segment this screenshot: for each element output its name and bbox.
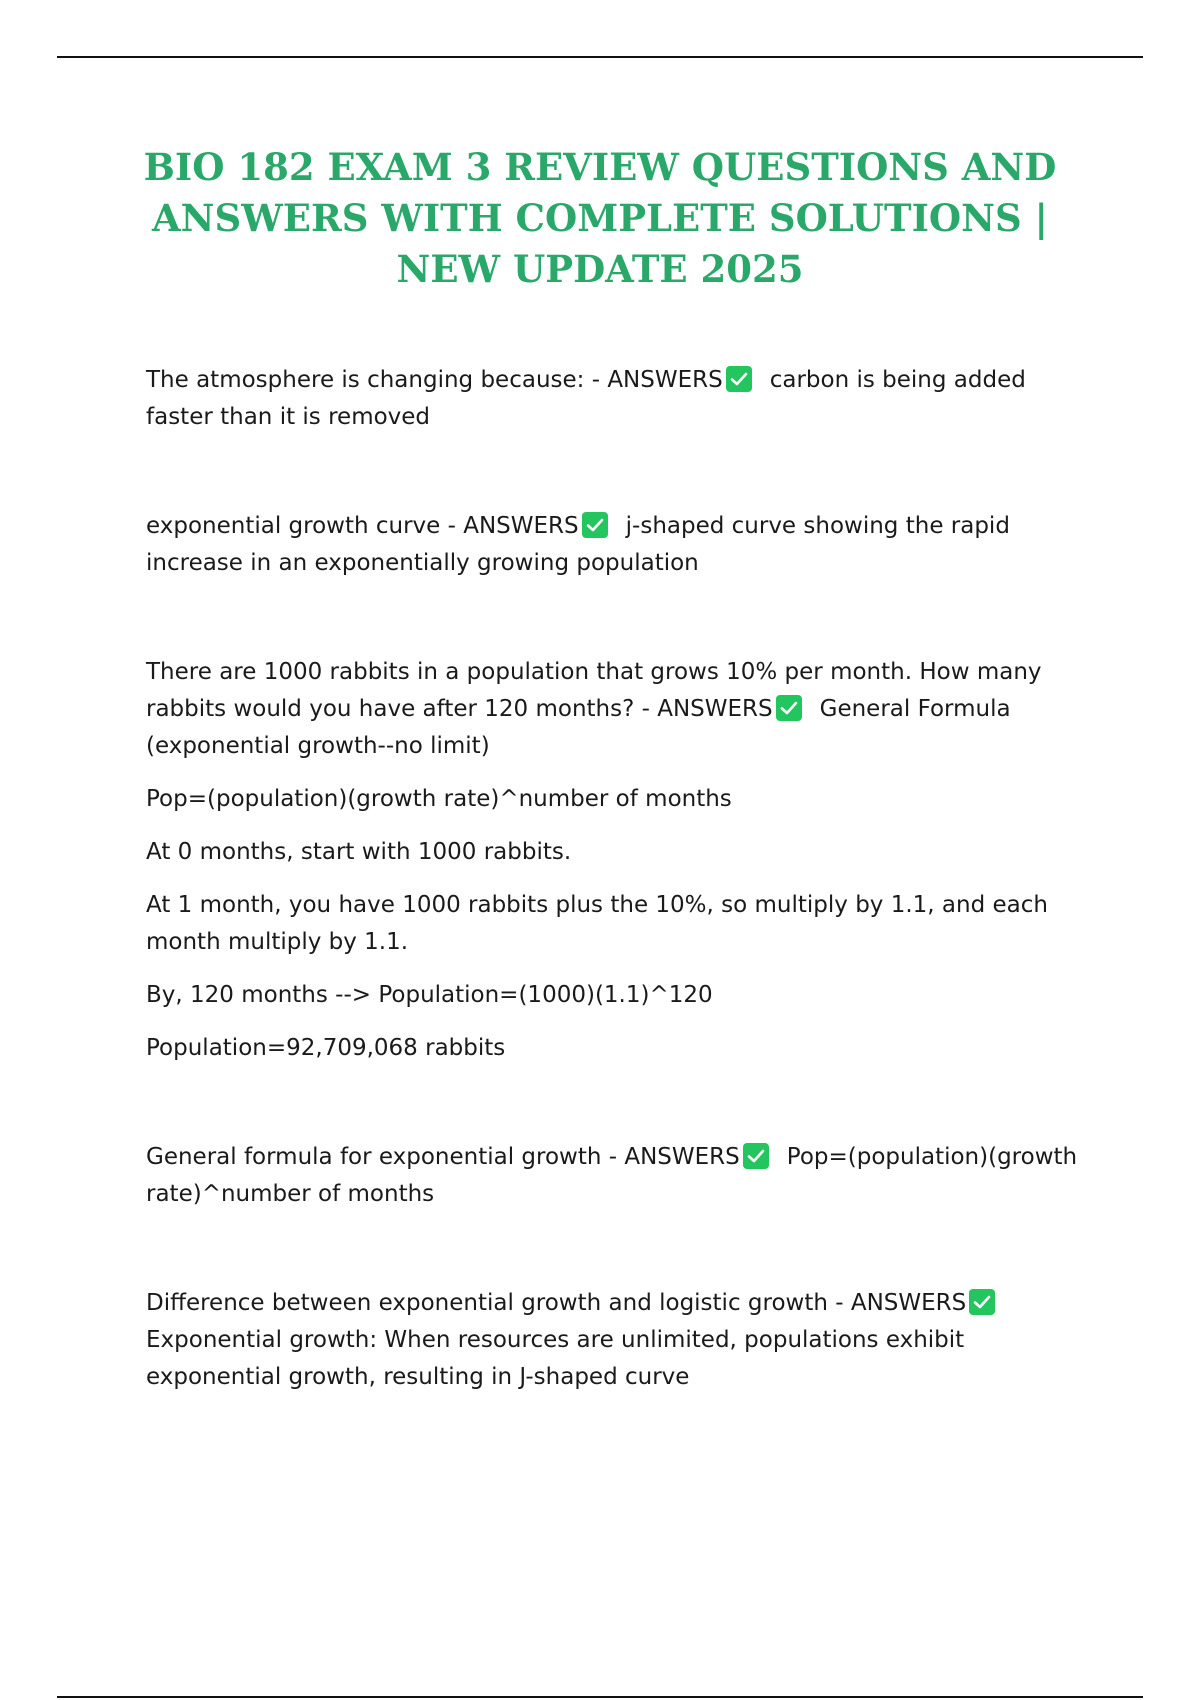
top-rule [57,56,1143,58]
bottom-rule [57,1696,1143,1698]
answer-detail-line: At 1 month, you have 1000 rabbits plus the 10%, so multiply by 1.1, and each month multiply by 1.1. [146,892,1048,955]
qa-item [146,654,1096,1067]
qa-item [146,362,1096,436]
check-mark-icon [969,1289,995,1315]
qa-item [146,1139,1096,1213]
answer-text: j-shaped curve showing the rapid increase in an exponentially growing population [146,513,1010,576]
document-title: BIO 182 EXAM 3 REVIEW QUESTIONS AND ANSWERS WITH COMPLETE SOLUTIONS | NEW UPDATE 2025 [143,145,1057,291]
question-text: exponential growth curve - ANSWERS [146,513,579,539]
qa-item [146,1285,1096,1396]
question-text: The atmosphere is changing because: - ANSWERS [146,367,723,393]
qa-item [146,508,1096,582]
answer-detail-line: Pop=(population)(growth rate)^number of months [146,786,732,812]
question-text: There are 1000 rabbits in a population that grows 10% per month. How many rabbits would you have after 120 months? - ANSWERS [146,659,1042,722]
question-text: Difference between exponential growth and logistic growth - ANSWERS [146,1290,967,1316]
check-mark-icon [582,512,608,538]
answer-text: Pop=(population)(growth rate)^number of months [146,1144,1078,1207]
answer-text: Exponential growth: When resources are unlimited, populations exhibit exponential growth, resulting in J-shaped curve [146,1327,965,1390]
answer-detail-line: At 0 months, start with 1000 rabbits. [146,839,572,865]
document-body [146,362,1096,1396]
answer-text: General Formula (exponential growth--no limit) [146,696,1011,759]
check-mark-icon [726,366,752,392]
answer-text: carbon is being added faster than it is removed [146,367,1026,430]
question-text: General formula for exponential growth - ANSWERS [146,1144,740,1170]
answer-detail-line: Population=92,709,068 rabbits [146,1035,506,1061]
check-mark-icon [776,695,802,721]
check-mark-icon [743,1143,769,1169]
answer-detail-line: By, 120 months --> Population=(1000)(1.1)^120 [146,982,713,1008]
